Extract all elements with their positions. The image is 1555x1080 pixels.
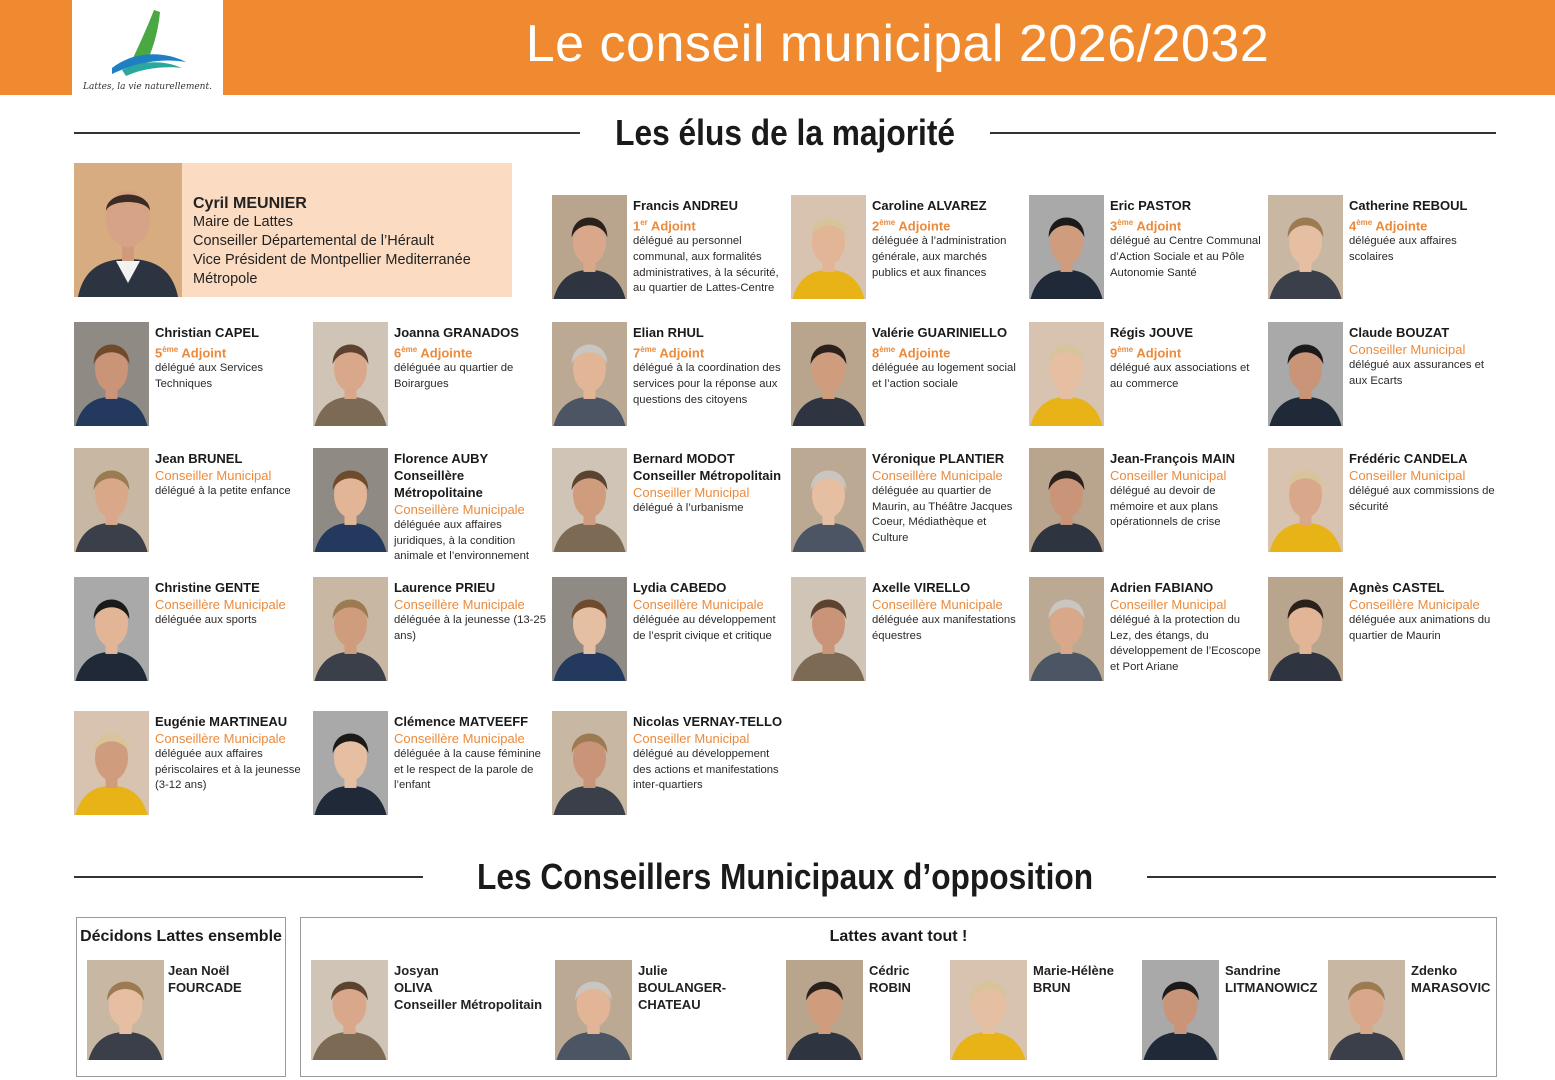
member-text [1349, 197, 1501, 266]
member-photo [552, 711, 627, 815]
member-name: Christian CAPEL [155, 325, 260, 340]
member-delegation: délégué aux assurances et aux Ecarts [1349, 359, 1485, 387]
portrait-placeholder-icon [313, 577, 388, 681]
member-text [394, 324, 546, 393]
page-title: Le conseil municipal 2026/2032 [525, 15, 1270, 73]
opposition-group-2 [300, 917, 1497, 1077]
member-text [1349, 579, 1501, 644]
portrait-placeholder-icon [74, 577, 149, 681]
member-delegation: déléguée aux affaires juridiques, à la condition animale et l’environnement [394, 519, 530, 563]
council-member-card [552, 577, 784, 692]
member-photo [1268, 577, 1343, 681]
member-text [394, 962, 544, 1013]
header-banner [0, 0, 1555, 95]
member-text [1033, 962, 1133, 996]
member-name: Francis ANDREU [633, 198, 738, 213]
member-role: 7ème Adjoint [633, 345, 705, 361]
council-member-card [1268, 322, 1500, 437]
member-photo [311, 960, 388, 1060]
member-photo [313, 322, 388, 426]
member-delegation: délégué au développement des actions et manifestations inter-quartiers [633, 748, 779, 792]
member-photo [1268, 322, 1343, 426]
member-photo [552, 195, 627, 299]
council-member-card [313, 322, 545, 437]
member-role: 6ème Adjointe [394, 345, 473, 361]
member-name: Jean-François MAIN [1110, 451, 1235, 466]
portrait-placeholder-icon [552, 711, 627, 815]
council-member-card [1029, 577, 1261, 692]
mayor-title-line: Maire de Lattes [193, 214, 293, 230]
mayor-photo [74, 163, 182, 297]
member-text [394, 579, 546, 644]
member-name-first: Sandrine [1225, 963, 1281, 978]
council-member-card [552, 448, 784, 563]
portrait-placeholder-icon [552, 195, 627, 299]
portrait-placeholder-icon [313, 448, 388, 552]
council-member-card [313, 448, 545, 563]
member-name-last: MARASOVIC [1411, 980, 1491, 995]
member-photo [313, 577, 388, 681]
member-text [1110, 579, 1262, 675]
council-member-card [791, 195, 1023, 310]
member-role: Conseillère Municipale [1349, 597, 1480, 612]
council-member-card [74, 577, 306, 692]
member-name-first: Marie-Hélène [1033, 963, 1114, 978]
portrait-placeholder-icon [313, 711, 388, 815]
member-role: 5ème Adjoint [155, 345, 227, 361]
member-role: Conseiller Municipal [1349, 468, 1466, 483]
member-name-first: Josyan [394, 963, 439, 978]
member-photo [1029, 322, 1104, 426]
member-photo [74, 448, 149, 552]
council-member-card [1029, 322, 1261, 437]
member-photo [1142, 960, 1219, 1060]
member-name: Eric PASTOR [1110, 198, 1192, 213]
member-role: Conseiller Municipal [155, 468, 272, 483]
portrait-placeholder-icon [1268, 448, 1343, 552]
member-photo [1268, 448, 1343, 552]
member-photo [74, 322, 149, 426]
member-name-last: ROBIN [869, 980, 911, 995]
member-delegation: déléguée aux affaires scolaires [1349, 235, 1457, 263]
member-role: Conseiller Municipal [1349, 342, 1466, 357]
member-metropolitan-role: Conseiller Métropolitain [394, 997, 543, 1012]
member-delegation: délégué aux Services Techniques [155, 362, 264, 390]
opposition-group-1 [76, 917, 286, 1077]
member-photo [74, 577, 149, 681]
portrait-placeholder-icon [552, 448, 627, 552]
portrait-placeholder-icon [555, 960, 632, 1060]
member-delegation: délégué à la petite enfance [155, 485, 291, 497]
member-delegation: délégué aux commissions de sécurité [1349, 485, 1495, 513]
member-name-first: Zdenko [1411, 963, 1458, 978]
member-name-last: LITMANOWICZ [1225, 980, 1318, 995]
member-text [633, 713, 785, 794]
member-name-first: Jean Noël [168, 963, 230, 978]
member-name: Laurence PRIEU [394, 580, 496, 595]
member-name: Véronique PLANTIER [872, 451, 1005, 466]
city-logo [72, 0, 223, 97]
member-role: Conseiller Municipal [633, 485, 750, 500]
member-photo [313, 448, 388, 552]
member-text [155, 324, 307, 393]
section-majority-heading [74, 112, 1496, 154]
portrait-placeholder-icon [950, 960, 1027, 1060]
portrait-placeholder-icon [1029, 195, 1104, 299]
portrait-placeholder-icon [87, 960, 164, 1060]
member-delegation: délégué à l’urbanisme [633, 502, 744, 514]
member-metropolitan-role: Conseillère Métropolitaine [394, 468, 483, 500]
member-delegation: déléguée aux affaires périscolaires et à la jeunesse (3-12 ans) [155, 748, 301, 792]
portrait-placeholder-icon [791, 195, 866, 299]
member-text [872, 197, 1024, 281]
opposition-group-1-title: Décidons Lattes ensemble [80, 928, 282, 945]
logo-tagline: Lattes, la vie naturellement. [83, 82, 212, 92]
member-photo [552, 322, 627, 426]
portrait-placeholder-icon [791, 577, 866, 681]
portrait-placeholder-icon [1268, 195, 1343, 299]
council-member-card [552, 195, 784, 310]
member-delegation: déléguée à l’administration générale, aux marchés publics et aux finances [872, 235, 1007, 279]
member-delegation: délégué à la coordination des services pour la réponse aux questions des citoyens [633, 362, 781, 406]
member-name-last: OLIVA [394, 980, 433, 995]
member-name-first: Julie [638, 963, 668, 978]
member-text [394, 450, 546, 565]
member-delegation: déléguée aux manifestations équestres [872, 614, 1016, 642]
member-name: Agnès CASTEL [1349, 580, 1445, 595]
member-photo [552, 448, 627, 552]
portrait-placeholder-icon [313, 322, 388, 426]
portrait-placeholder-icon [791, 448, 866, 552]
member-name: Régis JOUVE [1110, 325, 1194, 340]
council-member-card [1268, 195, 1500, 310]
member-role: Conseillère Municipale [155, 597, 286, 612]
portrait-placeholder-icon [74, 448, 149, 552]
portrait-placeholder-icon [1268, 577, 1343, 681]
member-delegation: délégué au devoir de mémoire et aux plans opérationnels de crise [1110, 485, 1221, 529]
member-text [155, 579, 307, 629]
member-delegation: déléguée au quartier de Boirargues [394, 362, 514, 390]
member-delegation: délégué aux associations et au commerce [1110, 362, 1250, 390]
member-delegation: délégué au personnel communal, aux formalités administratives, à la sécurité, au quartier de Lattes-Centre [633, 235, 779, 295]
section-majority-title: Les élus de la majorité [615, 112, 955, 153]
member-photo [950, 960, 1027, 1060]
member-name: Eugénie MARTINEAU [155, 714, 288, 729]
council-member-card [1268, 448, 1500, 563]
member-role: Conseillère Municipale [872, 468, 1003, 483]
portrait-placeholder-icon [786, 960, 863, 1060]
divider [1147, 876, 1496, 878]
member-photo [313, 711, 388, 815]
member-role: Conseillère Municipale [872, 597, 1003, 612]
member-name: Bernard MODOT [633, 451, 735, 466]
mayor-text [193, 194, 512, 289]
member-text [633, 450, 785, 517]
council-member-card [552, 711, 784, 826]
member-role: Conseillère Municipale [394, 502, 525, 517]
member-delegation: délégué au Centre Communal d’Action Sociale et au Pôle Autonomie Santé [1110, 235, 1261, 279]
council-member-card [791, 322, 1023, 437]
member-text [633, 324, 785, 408]
member-name: Clémence MATVEEFF [394, 714, 529, 729]
member-text [394, 713, 546, 794]
member-delegation: déléguée au quartier de Maurin, au Théâtre Jacques Coeur, Médiathèque et Culture [872, 485, 1013, 544]
council-member-card [552, 322, 784, 437]
member-name: Lydia CABEDO [633, 580, 727, 595]
member-role: 4ème Adjointe [1349, 218, 1428, 234]
member-name: Adrien FABIANO [1110, 580, 1214, 595]
mayor-title-line: Vice Président de Montpellier Mediterranée Métropole [193, 252, 471, 287]
council-member-card [1029, 195, 1261, 310]
lattes-logo-icon [102, 6, 194, 82]
member-text [1110, 197, 1262, 281]
member-role: Conseillère Municipale [155, 731, 286, 746]
portrait-placeholder-icon [74, 322, 149, 426]
portrait-placeholder-icon [552, 577, 627, 681]
member-role: Conseiller Municipal [1110, 468, 1227, 483]
council-member-card [1268, 577, 1500, 692]
member-delegation: déléguée aux sports [155, 614, 257, 626]
council-member-card [1029, 448, 1261, 563]
portrait-placeholder-icon [1142, 960, 1219, 1060]
portrait-placeholder-icon [791, 322, 866, 426]
member-name: Frédéric CANDELA [1349, 451, 1468, 466]
member-photo [791, 448, 866, 552]
member-delegation: déléguée à la jeunesse (13-25 ans) [394, 614, 546, 642]
member-photo [1029, 577, 1104, 681]
member-role: Conseiller Municipal [633, 731, 750, 746]
mayor-card [74, 163, 512, 297]
member-photo [1328, 960, 1405, 1060]
member-text [168, 962, 286, 996]
member-role: 3ème Adjoint [1110, 218, 1182, 234]
member-text [1411, 962, 1511, 996]
section-opposition-title: Les Conseillers Municipaux d’opposition [476, 856, 1094, 897]
member-photo [74, 711, 149, 815]
member-role: 8ème Adjointe [872, 345, 951, 361]
member-name: Axelle VIRELLO [872, 580, 971, 595]
member-photo [555, 960, 632, 1060]
member-text [872, 450, 1024, 546]
portrait-placeholder-icon [1029, 577, 1104, 681]
member-role: 1er Adjoint [633, 218, 696, 234]
divider [990, 132, 1496, 134]
mayor-name: Cyril MEUNIER [193, 195, 307, 212]
member-photo [786, 960, 863, 1060]
member-name: Joanna GRANADOS [394, 325, 519, 340]
member-text [155, 713, 307, 794]
council-member-card [74, 448, 306, 563]
member-text [155, 450, 307, 500]
member-photo [791, 322, 866, 426]
member-role: Conseillère Municipale [633, 597, 764, 612]
member-name-last: BRUN [1033, 980, 1071, 995]
council-member-card [791, 448, 1023, 563]
member-photo [552, 577, 627, 681]
member-name: Jean BRUNEL [155, 451, 243, 466]
member-photo [1268, 195, 1343, 299]
portrait-placeholder-icon [311, 960, 388, 1060]
portrait-placeholder-icon [1029, 322, 1104, 426]
member-text [872, 579, 1024, 644]
member-photo [791, 195, 866, 299]
section-opposition-heading [74, 856, 1496, 898]
opposition-group-2-title: Lattes avant tout ! [829, 928, 968, 945]
member-name: Claude BOUZAT [1349, 325, 1450, 340]
member-role: Conseiller Municipal [1110, 597, 1227, 612]
member-name: Nicolas VERNAY-TELLO [633, 714, 783, 729]
member-role: Conseillère Municipale [394, 731, 525, 746]
member-delegation: déléguée aux animations du quartier de Maurin [1349, 614, 1491, 642]
portrait-placeholder-icon [552, 322, 627, 426]
member-photo [791, 577, 866, 681]
member-text [633, 579, 785, 644]
member-name-last: BOULANGER-CHATEAU [638, 980, 727, 1012]
portrait-placeholder-icon [1328, 960, 1405, 1060]
member-delegation: délégué à la protection du Lez, des étangs, du développement de l’Ecoscope et Port Ariane [1110, 614, 1261, 673]
council-member-card [313, 711, 545, 826]
member-name: Christine GENTE [155, 580, 260, 595]
member-photo [87, 960, 164, 1060]
member-name: Florence AUBY [394, 451, 489, 466]
member-role: Conseillère Municipale [394, 597, 525, 612]
member-name-first: Cédric [869, 963, 910, 978]
member-delegation: déléguée à la cause féminine et le respect de la parole de l’enfant [394, 748, 541, 792]
portrait-placeholder-icon [74, 711, 149, 815]
member-text [638, 962, 788, 1013]
member-photo [1029, 195, 1104, 299]
member-text [1349, 324, 1501, 389]
member-text [872, 324, 1024, 393]
member-text [1110, 324, 1262, 393]
member-delegation: déléguée au logement social et l’action sociale [872, 362, 1016, 390]
member-photo [1029, 448, 1104, 552]
member-delegation: déléguée au développement de l’esprit civique et critique [633, 614, 776, 642]
member-name-last: FOURCADE [168, 980, 242, 995]
member-name: Elian RHUL [633, 325, 704, 340]
divider [74, 876, 423, 878]
member-role: 2ème Adjointe [872, 218, 951, 234]
member-text [633, 197, 785, 297]
council-member-card [313, 577, 545, 692]
council-member-card [74, 711, 306, 826]
member-name: Caroline ALVAREZ [872, 198, 987, 213]
divider [74, 132, 580, 134]
member-text [1349, 450, 1501, 515]
portrait-placeholder-icon [1268, 322, 1343, 426]
member-name: Valérie GUARINIELLO [872, 325, 1008, 340]
member-text [1110, 450, 1262, 531]
member-text [1225, 962, 1325, 996]
member-name: Catherine REBOUL [1349, 198, 1468, 213]
member-metropolitan-role: Conseiller Métropolitain [633, 468, 782, 483]
council-member-card [74, 322, 306, 437]
council-member-card [791, 577, 1023, 692]
mayor-title-line: Conseiller Départemental de l’Hérault [193, 233, 434, 249]
member-role: 9ème Adjoint [1110, 345, 1182, 361]
portrait-placeholder-icon [1029, 448, 1104, 552]
